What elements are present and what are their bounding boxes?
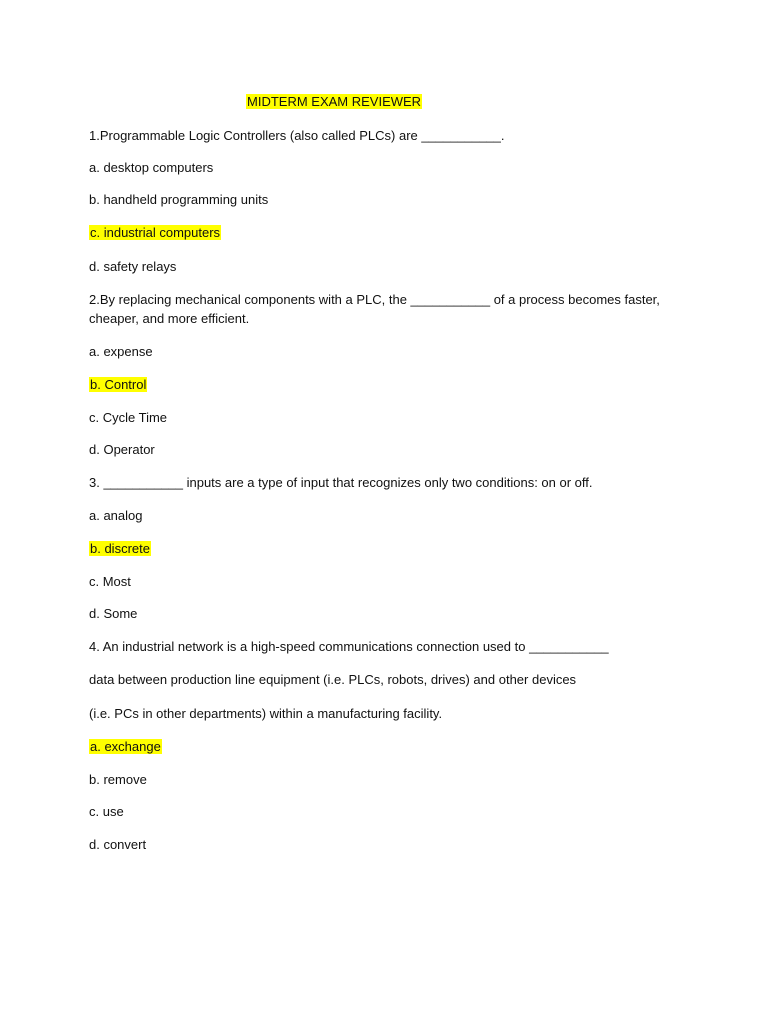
document-title [246,93,422,111]
question-3-answer-highlight: b. discrete [90,541,150,556]
question-3-text: 3. ___________ inputs are a type of input that recognizes only two conditions: on or off. [89,475,593,490]
question-4-text-line-3: (i.e. PCs in other departments) within a manufacturing facility. [89,706,443,721]
question-3-option-c: c. Most [89,574,131,589]
question-4-option-b: b. remove [89,772,147,787]
question-1-option-c [89,224,221,242]
question-4-option-c: c. use [89,804,124,819]
question-1-option-b: b. handheld programming units [89,192,269,207]
question-3-option-b [89,540,151,558]
question-2-option-b [89,376,147,394]
question-4-text-line-2: data between production line equipment (i.e. PLCs, robots, drives) and other devices [89,672,577,687]
question-1-option-d: d. safety relays [89,259,177,274]
question-2-option-d: d. Operator [89,442,155,457]
question-4-text-line-1: 4. An industrial network is a high-speed communications connection used to ___________ [89,639,609,654]
question-2-text-line-2: cheaper, and more efficient. [89,311,250,326]
question-2-text-line-1: 2.By replacing mechanical components with a PLC, the ___________ of a process becomes faster, [89,292,660,307]
question-2-option-c: c. Cycle Time [89,410,168,425]
question-1-option-a: a. desktop computers [89,160,214,175]
question-2-answer-highlight: b. Control [90,377,147,392]
question-1-answer-highlight: c. industrial computers [90,225,221,240]
question-2-option-a: a. expense [89,344,153,359]
question-3-option-a: a. analog [89,508,143,523]
question-4-option-d: d. convert [89,837,147,852]
question-4-answer-highlight: a. exchange [90,739,161,754]
question-3-option-d: d. Some [89,606,138,621]
question-1-text: 1.Programmable Logic Controllers (also called PLCs) are ___________. [89,128,505,143]
question-4-option-a [89,738,162,756]
title-highlight: MIDTERM EXAM REVIEWER [247,94,422,109]
